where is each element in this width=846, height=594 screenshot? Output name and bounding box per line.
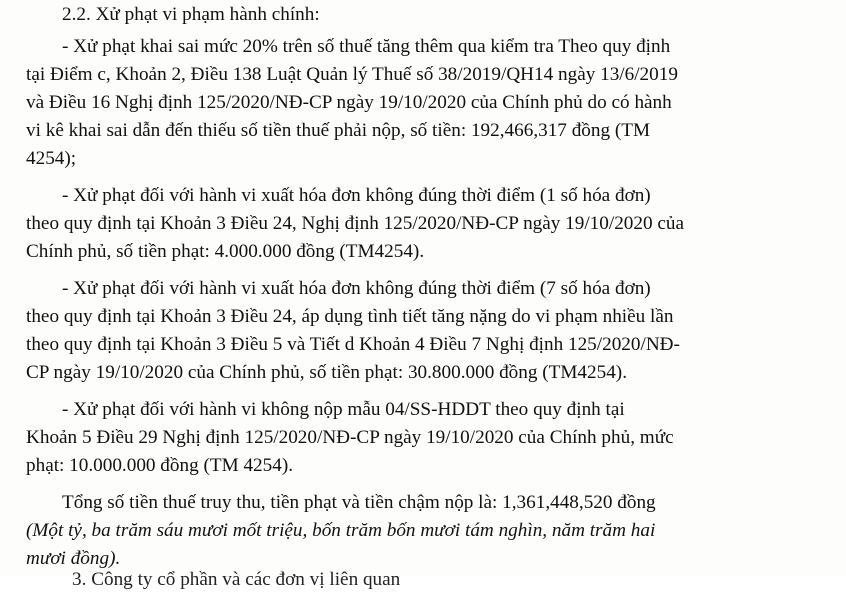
item-1-line-5: 4254); — [26, 148, 77, 169]
item-1-line-1: - Xử phạt khai sai mức 20% trên số thuế tăng thêm qua kiểm tra Theo quy định — [62, 36, 671, 57]
item-4-line-2: Khoản 5 Điều 29 Nghị định 125/2020/NĐ-CP ngày 19/10/2020 của Chính phủ, mức — [26, 427, 674, 448]
item-1-line-4: vi kê khai sai dẫn đến thiếu số tiền thuế phải nộp, số tiền: 192,466,317 đồng (TM — [26, 120, 651, 141]
cut-off-next-line: 3. Công ty cổ phần và các đơn vị liên quan — [72, 569, 401, 590]
item-1-line-2: tại Điểm c, Khoản 2, Điều 138 Luật Quản lý Thuế số 38/2019/QH14 ngày 13/6/2019 — [26, 64, 678, 85]
item-4-line-3: phạt: 10.000.000 đồng (TM 4254). — [26, 455, 294, 476]
item-3-line-3: theo quy định tại Khoản 3 Điều 5 và Tiết d Khoản 4 Điều 7 Nghị định 125/2020/NĐ- — [26, 334, 680, 355]
item-2-line-3: Chính phủ, số tiền phạt: 4.000.000 đồng (TM4254). — [26, 241, 425, 262]
total-in-words-line-1: (Một tỷ, ba trăm sáu mươi mốt triệu, bốn trăm bốn mươi tám nghìn, năm trăm hai — [26, 520, 656, 541]
item-3-line-2: theo quy định tại Khoản 3 Điều 24, áp dụng tình tiết tăng nặng do vi phạm nhiều lần — [26, 306, 674, 327]
total-in-words-line-2: mươi đồng). — [26, 548, 121, 569]
item-3-line-1: - Xử phạt đối với hành vi xuất hóa đơn không đúng thời điểm (7 số hóa đơn) — [62, 278, 651, 299]
item-2-line-1: - Xử phạt đối với hành vi xuất hóa đơn không đúng thời điểm (1 số hóa đơn) — [62, 185, 651, 206]
total-amount-line: Tổng số tiền thuế truy thu, tiền phạt và tiền chậm nộp là: 1,361,448,520 đồng — [62, 492, 656, 513]
section-heading: 2.2. Xử phạt vi phạm hành chính: — [62, 4, 320, 25]
item-1-line-3: và Điều 16 Nghị định 125/2020/NĐ-CP ngày 19/10/2020 của Chính phủ do có hành — [26, 92, 672, 113]
item-4-line-1: - Xử phạt đối với hành vi không nộp mẫu 04/SS-HDDT theo quy định tại — [62, 399, 625, 420]
item-2-line-2: theo quy định tại Khoản 3 Điều 24, Nghị định 125/2020/NĐ-CP ngày 19/10/2020 của — [26, 213, 684, 234]
item-3-line-4: CP ngày 19/10/2020 của Chính phủ, số tiền phạt: 30.800.000 đồng (TM4254). — [26, 362, 627, 383]
